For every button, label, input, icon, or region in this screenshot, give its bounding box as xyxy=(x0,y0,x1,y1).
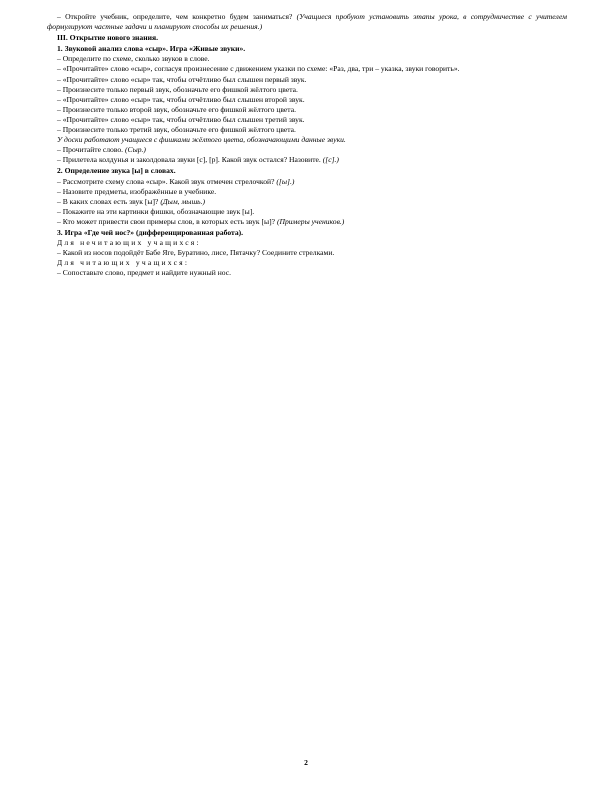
read-word-answer: (Сыр.) xyxy=(124,145,146,155)
non-reading-label: Для нечитающих учащихся: xyxy=(57,238,201,248)
task1-line: – «Прочитайте» слово «сыр» так, чтобы отчётливо был слышен третий звук. xyxy=(57,114,305,124)
task1-line: – Произнесите только третий звук, обозначьте его фишкой жёлтого цвета. xyxy=(57,125,296,135)
examples-text: – Кто может привести свои примеры слов, в которых есть звук [ы]? xyxy=(57,216,277,226)
reading-label: Для читающих учащихся: xyxy=(57,258,190,268)
read-word-text: – Прочитайте слово. xyxy=(57,145,125,155)
witch-text: – Прилетела колдунья и заколдовала звуки [с], [р]. Какой звук остался? Назовите. xyxy=(57,155,323,165)
board-note: У доски работают учащиеся с фишками жёлтого цвета, обозначающими данные звуки. xyxy=(57,135,346,145)
task1-line: – «Прочитайте» слово «сыр» так, чтобы отчётливо был слышен первый звук. xyxy=(57,74,307,84)
which-words-line xyxy=(47,197,567,207)
intro-text: – Откройте учебник, определите, чем конкретно будем заниматься? xyxy=(57,12,297,21)
task1-line: – «Прочитайте» слово «сыр» так, чтобы отчётливо был слышен второй звук. xyxy=(57,94,305,104)
which-words-text: – В каких словах есть звук [ы]? xyxy=(57,196,161,206)
page-content xyxy=(47,12,567,278)
examples-line xyxy=(47,217,567,227)
task1-line: – «Прочитайте» слово «сыр», согласуя произнесение с движением указки по схеме: «Раз, два, три – указка, звуки говорить». xyxy=(57,64,460,74)
task1-line: – Произнесите только второй звук, обозначьте его фишкой жёлтого цвета. xyxy=(57,104,296,114)
scheme-text: – Рассмотрите схему слова «сыр». Какой звук отмечен стрелочкой? xyxy=(57,176,277,186)
intro-italic-note: (Учащиеся пробуют установить этапы урока, в сотрудничестве с учителем формулируют частные задачи и планируют способы их решения.) xyxy=(47,12,567,32)
scheme-answer: ([ы].) xyxy=(276,176,295,186)
examples-answer: (Примеры учеников.) xyxy=(276,216,345,226)
name-items-line: – Назовите предметы, изображённые в учебнике. xyxy=(57,186,217,196)
task2-heading: 2. Определение звука [ы] в словах. xyxy=(57,166,176,176)
witch-answer: ([с].) xyxy=(322,155,339,165)
reading-task: – Сопоставьте слово, предмет и найдите нужный нос. xyxy=(57,268,232,278)
read-word-line xyxy=(47,145,567,155)
task1-heading: 1. Звуковой анализ слова «сыр». Игра «Живые звуки». xyxy=(57,44,246,54)
witch-line xyxy=(47,155,567,165)
scheme-line xyxy=(47,177,567,187)
section-heading: III. Открытие нового знания. xyxy=(57,33,158,43)
which-words-answer: (Дым, мышь.) xyxy=(160,196,206,206)
show-cards-line: – Покажите на эти картинки фишки, обозначающие звук [ы]. xyxy=(57,206,255,216)
page-number: 2 xyxy=(304,758,308,767)
task3-heading: 3. Игра «Где чей нос?» (дифференцированная работа). xyxy=(57,227,244,237)
task1-line: – Определите по схеме, сколько звуков в слове. xyxy=(57,54,210,64)
non-reading-task: – Какой из носов подойдёт Бабе Яге, Буратино, лисе, Пятачку? Соедините стрелками. xyxy=(57,248,335,258)
task1-line: – Произнесите только первый звук, обозначьте его фишкой жёлтого цвета. xyxy=(57,84,298,94)
intro-paragraph xyxy=(47,12,567,32)
